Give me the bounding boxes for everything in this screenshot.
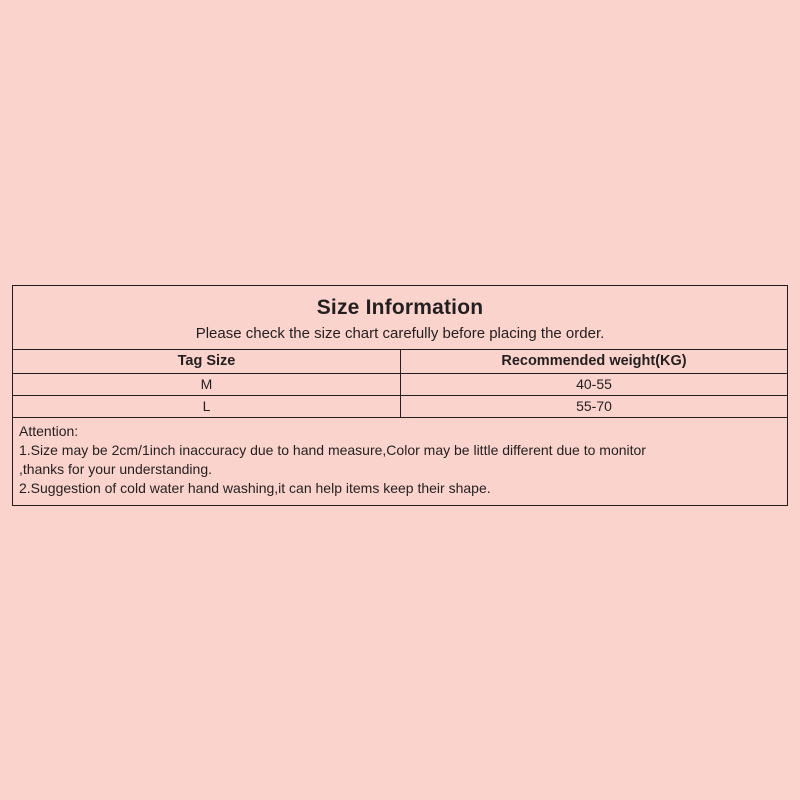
size-chart-table — [13, 349, 787, 418]
table-row — [13, 396, 787, 418]
table-header-row — [13, 349, 787, 374]
page-title: Size Information — [316, 296, 484, 319]
cell-recommended-weight: 40-55 — [401, 374, 788, 396]
attention-line-2: ,thanks for your understanding. — [19, 461, 213, 478]
attention-heading: Attention: — [19, 423, 79, 440]
size-information-card — [12, 285, 788, 506]
cell-tag-size: L — [13, 396, 401, 418]
card-subtitle: Please check the size chart carefully before placing the order. — [195, 325, 605, 343]
column-header-recommended-weight: Recommended weight(KG) — [401, 349, 788, 374]
column-header-tag-size: Tag Size — [13, 349, 401, 374]
card-header — [13, 286, 787, 349]
table-head — [13, 349, 787, 374]
table-row — [13, 374, 787, 396]
attention-line-1: 1.Size may be 2cm/1inch inaccuracy due to hand measure,Color may be little different due to monitor — [19, 442, 646, 459]
cell-recommended-weight: 55-70 — [401, 396, 788, 418]
attention-section — [13, 417, 787, 505]
table-body — [13, 374, 787, 418]
attention-line-3: 2.Suggestion of cold water hand washing,it can help items keep their shape. — [19, 480, 491, 497]
cell-tag-size: M — [13, 374, 401, 396]
